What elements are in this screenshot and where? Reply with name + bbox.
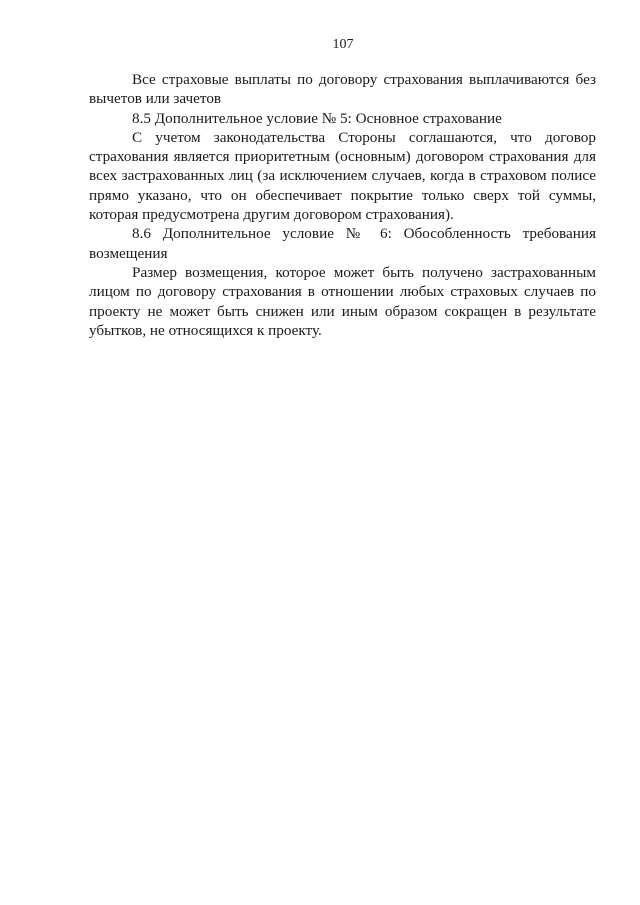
section-heading-8-6: 8.6 Дополнительное условие № 6: Обособленность требования возмещения: [89, 225, 596, 262]
paragraph-primary-insurance: С учетом законодательства Стороны соглашаются, что договор страхования является приоритетным (основным) договором страхования для всех застрахованных лиц (за исключением случаев, когда в страховом полисе прямо указано, что он обеспечивает покрытие только сверх той суммы, которая предусмотрена другим договором страхования).: [89, 128, 596, 224]
document-body: [89, 70, 596, 340]
page-number: 107: [332, 37, 354, 52]
paragraph-payments: Все страховые выплаты по договору страхования выплачиваются без вычетов или зачетов: [89, 71, 596, 108]
paragraph-separate-claim: Размер возмещения, которое может быть получено застрахованным лицом по договору страхования в отношении любых страховых случаев по проекту не может быть снижен или иным образом сокращен в результате убытков, не относящихся к проекту.: [89, 263, 596, 339]
section-heading-8-5: 8.5 Дополнительное условие № 5: Основное страхование: [132, 109, 502, 127]
